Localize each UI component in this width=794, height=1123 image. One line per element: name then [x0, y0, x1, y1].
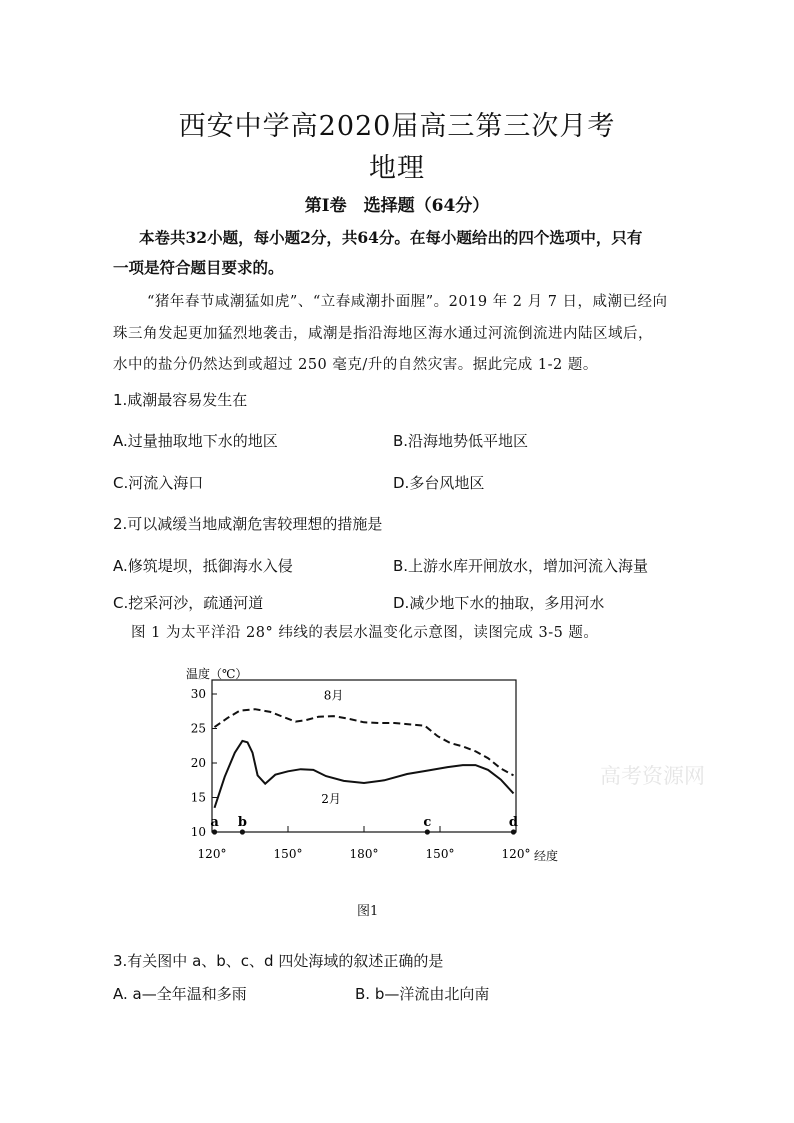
question-1-option-c: C.河流入海口 — [113, 474, 204, 492]
question-2-option-d: D.减少地下水的抽取，多用河水 — [393, 594, 605, 612]
x-tick-label: 150° — [425, 847, 455, 861]
y-tick-label: 30 — [190, 687, 206, 701]
x-tick-label: 120° — [501, 847, 531, 861]
series-name-label: 2月 — [321, 792, 341, 807]
x-tick-label: 180° — [349, 847, 379, 861]
y-tick-label: 10 — [190, 825, 206, 839]
question-1-option-d: D.多台风地区 — [393, 474, 485, 492]
point-marker-a — [212, 829, 217, 834]
y-tick-label: 25 — [190, 721, 206, 736]
point-label-d: d — [508, 815, 519, 830]
section-heading: 第Ⅰ卷 选择题（64分） — [304, 196, 490, 216]
question-1-option-b: B.沿海地势低平地区 — [393, 432, 529, 450]
question-2-option-b: B.上游水库开闸放水，增加河流入海量 — [393, 557, 649, 575]
x-tick-label: 120° — [197, 847, 227, 861]
passage-line-3: 水中的盐分仍然达到或超过 250 毫克/升的自然灾害。据此完成 1-2 题。 — [113, 357, 598, 373]
exam-title: 西安中学高2020届高三第三次月考 — [178, 111, 616, 142]
instructions-line-2: 一项是符合题目要求的。 — [113, 258, 284, 277]
passage-line-1: “猪年春节咸潮猛如虎”、“立春咸潮扑面腥”。2019 年 2 月 7 日，咸潮已经向 — [147, 294, 668, 310]
point-label-b: b — [237, 815, 247, 830]
question-1-option-a: A.过量抽取地下水的地区 — [113, 432, 278, 450]
point-marker-d — [511, 829, 516, 834]
y-tick-label: 20 — [190, 756, 206, 770]
question-2-option-a: A.修筑堤坝，抵御海水入侵 — [113, 557, 293, 575]
instructions-line-1: 本卷共32小题，每小题2分，共64分。在每小题给出的四个选项中，只有 — [139, 228, 643, 247]
question-3-option-a: A. a—全年温和多雨 — [113, 985, 247, 1003]
question-3-option-b: B. b—洋流由北向南 — [355, 985, 490, 1003]
x-tick-label: 150° — [273, 847, 303, 861]
question-2-option-c: C.挖采河沙，疏通河道 — [113, 594, 264, 612]
sst-line-chart — [170, 660, 590, 870]
question-3-stem: 3.有关图中 a、b、c、d 四处海域的叙述正确的是 — [113, 952, 444, 970]
passage-line-2: 珠三角发起更加猛烈地袭击，咸潮是指沿海地区海水通过河流倒流进内陆区域后， — [113, 326, 653, 342]
point-label-a: a — [210, 815, 219, 830]
figure-caption: 图1 — [357, 904, 379, 919]
question-1-stem: 1.咸潮最容易发生在 — [113, 391, 248, 409]
point-marker-c — [425, 829, 430, 834]
figure-intro: 图 1 为太平洋沿 28° 纬线的表层水温变化示意图，读图完成 3-5 题。 — [131, 625, 599, 641]
series-february-line — [215, 741, 514, 808]
watermark-text: 高考资源网 — [600, 764, 705, 788]
series-name-label: 8月 — [323, 688, 344, 703]
point-marker-b — [240, 829, 245, 834]
y-tick-label: 15 — [190, 790, 206, 805]
y-axis-label: 温度（℃） — [186, 667, 248, 681]
question-2-stem: 2.可以减缓当地咸潮危害较理想的措施是 — [113, 515, 383, 533]
point-label-c: c — [423, 815, 432, 830]
subject-title: 地理 — [369, 153, 425, 184]
x-axis-label: 经度 — [534, 849, 559, 863]
plot-frame — [212, 680, 519, 832]
